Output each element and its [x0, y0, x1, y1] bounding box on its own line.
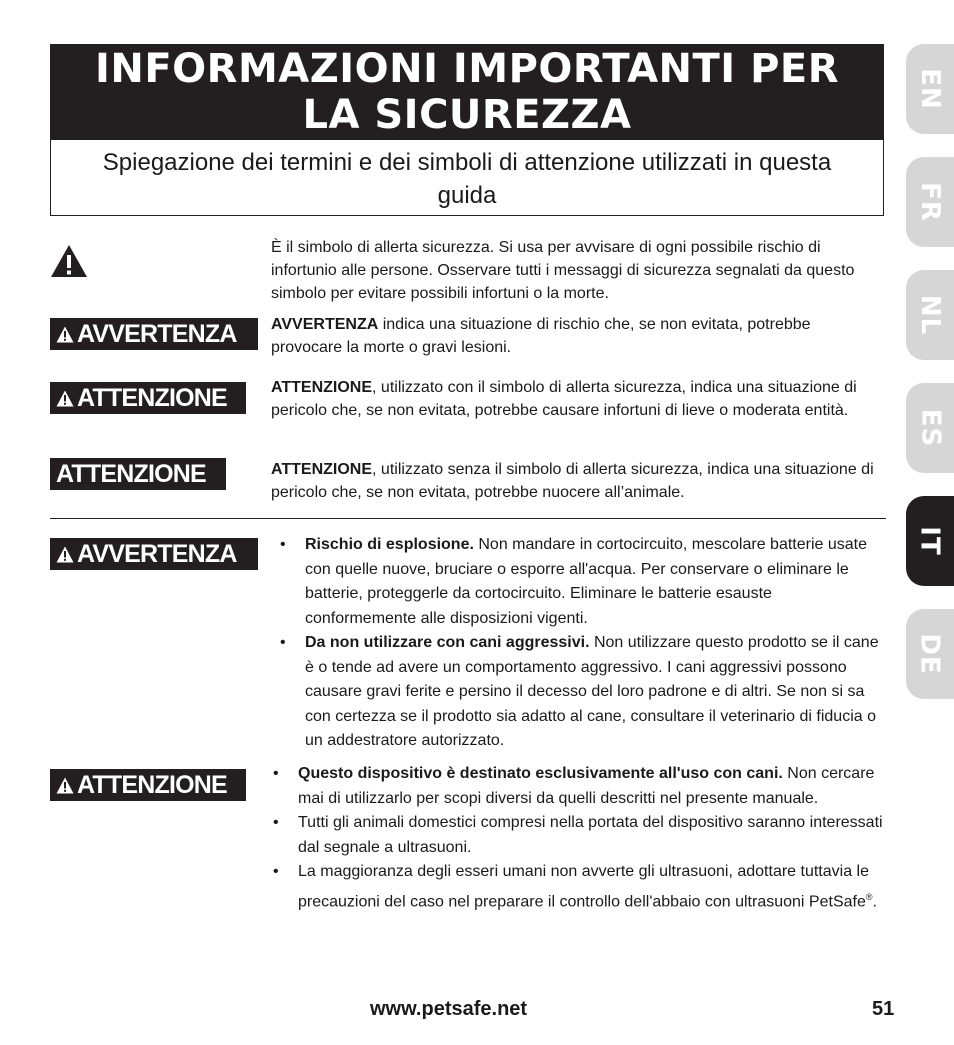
caution-term: ATTENZIONE — [271, 379, 373, 396]
alert-triangle-icon — [56, 390, 74, 407]
tab-label: IT — [914, 526, 945, 556]
warning-badge — [50, 318, 258, 350]
safety-alert-icon — [50, 244, 88, 283]
list-item — [268, 762, 884, 811]
caution-plain-badge-label: ATTENZIONE — [56, 459, 206, 488]
caution-section-badge — [50, 769, 246, 801]
alert-triangle-icon — [56, 326, 74, 343]
tab-label: FR — [915, 182, 945, 222]
tab-en[interactable] — [906, 44, 954, 134]
caution-section-badge-label: ATTENZIONE — [77, 770, 227, 799]
tab-label: NL — [914, 294, 945, 336]
tab-de[interactable] — [906, 609, 954, 699]
list-item-text: Non mandare in cortocircuito, mescolare batterie usate con quelle nuove, bruciare o esporre all'acqua. Per conservare o eliminare le batterie, proteggerle da cortocircuito. Eliminare le batterie esauste conformemente alle disposizioni vigenti. — [305, 536, 867, 627]
warnings-section-badge — [50, 538, 258, 570]
title-line-2: LA SICUREZZA — [302, 92, 632, 138]
caution-badge-label: ATTENZIONE — [77, 383, 227, 412]
tab-label: DE — [915, 633, 945, 675]
footer-url[interactable]: www.petsafe.net — [370, 998, 528, 1020]
list-item-text: Tutti gli animali domestici compresi nella portata del dispositivo saranno interessati dal segnale a ultrasuoni. — [298, 814, 883, 856]
list-item-bold: Da non utilizzare con cani aggressivi. — [305, 634, 590, 651]
warning-text: indica una situazione di rischio che, se non evitata, potrebbe provocare la morte o gravi lesioni. — [271, 316, 811, 356]
caution-plain-text: , utilizzato senza il simbolo di allerta sicurezza, indica una situazione di pericolo che, se non evitata, potrebbe nuocere all’animale. — [271, 461, 874, 501]
page-number: 51 — [872, 998, 895, 1020]
warning-term: AVVERTENZA — [271, 316, 379, 333]
caution-symbol-description — [271, 376, 884, 422]
list-item-end: . — [872, 892, 877, 910]
warning-description — [271, 313, 884, 359]
caution-badge — [50, 382, 246, 414]
title-line-1: INFORMAZIONI IMPORTANTI PER — [94, 46, 840, 92]
warnings-section-badge-label: AVVERTENZA — [77, 539, 237, 568]
list-item-text: La maggioranza degli esseri umani non avverte gli ultrasuoni, adottare tuttavia le precauzioni del caso nel preparare il controllo dell'abbaio con ultrasuoni PetSafe — [298, 863, 869, 910]
tab-label: ES — [915, 408, 945, 448]
page-subtitle: Spiegazione dei termini e dei simboli di attenzione utilizzati in questa guida — [50, 140, 884, 216]
tab-fr[interactable] — [906, 157, 954, 247]
caution-plain-term: ATTENZIONE — [271, 461, 373, 478]
caution-symbol-text: , utilizzato con il simbolo di allerta sicurezza, indica una situazione di pericolo che, se non evitata, potrebbe causare infortuni di lieve o moderata entità. — [271, 379, 857, 419]
list-item-bold: Rischio di esplosione. — [305, 536, 474, 553]
list-item-bold: Questo dispositivo è destinato esclusivamente all'uso con cani. — [298, 765, 783, 782]
list-item-text: Non utilizzare questo prodotto se il cane è o tende ad avere un comportamento aggressivo. I cani aggressivi possono causare gravi ferite e persino il decesso del loro padrone e di altri. Se non si sa con certezza se il prodotto sia adatto al cane, consultare il veterinario di fiducia o un addestratore autorizzato. — [305, 634, 879, 749]
warnings-list — [275, 533, 884, 754]
list-item — [268, 860, 884, 914]
warning-badge-label: AVVERTENZA — [77, 319, 237, 348]
tab-es[interactable] — [906, 383, 954, 473]
registered-mark: ® — [865, 891, 873, 902]
tab-it[interactable] — [906, 496, 954, 586]
list-item — [275, 631, 884, 754]
section-divider — [50, 518, 886, 519]
page-title — [50, 44, 884, 140]
list-item — [268, 811, 884, 860]
caution-plain-badge — [50, 458, 226, 490]
alert-triangle-icon — [56, 777, 74, 794]
list-item-text: Non cercare mai di utilizzarlo per scopi diversi da quelli descritti nel presente manuale. — [298, 765, 875, 807]
list-item — [275, 533, 884, 631]
caution-plain-description — [271, 458, 884, 504]
tab-label: EN — [915, 68, 945, 110]
alert-symbol-description: È il simbolo di allerta sicurezza. Si usa per avvisare di ogni possibile rischio di infortunio alle persone. Osservare tutti i messaggi di sicurezza segnalati da questo simbolo per evitare possibili infortuni o la morte. — [271, 239, 855, 302]
caution-list — [268, 762, 884, 914]
tab-nl[interactable] — [906, 270, 954, 360]
alert-triangle-icon — [56, 546, 74, 563]
